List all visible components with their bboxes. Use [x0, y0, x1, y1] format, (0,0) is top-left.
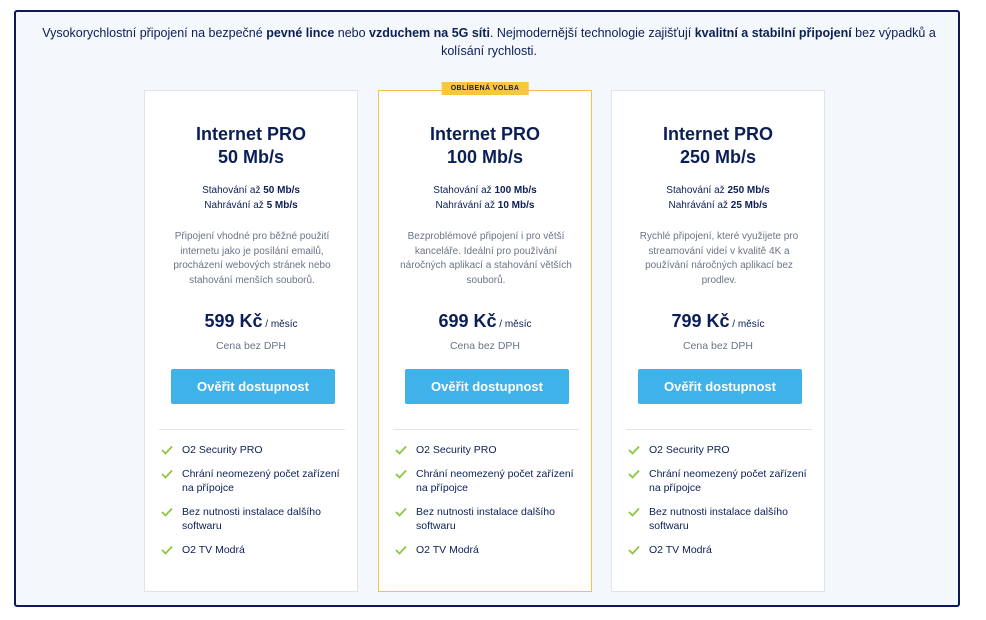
plan-title	[612, 123, 824, 169]
vat-note: Cena bez DPH	[215, 340, 287, 352]
feature-item: O2 TV Modrá	[628, 543, 814, 558]
feature-item: Chrání neomezený počet zařízení na přípojce	[161, 467, 347, 496]
price-period: / měsíc	[262, 319, 298, 330]
intro-part: . Nejmodernější technologie zajišťují	[489, 26, 695, 40]
plan-card-250	[611, 90, 825, 592]
plan-name: Internet PRO	[662, 124, 773, 144]
popular-badge: OBLÍBENÁ VOLBA	[442, 82, 529, 95]
download-speed: Stahování až 100 Mb/s	[433, 185, 537, 196]
divider	[159, 429, 345, 430]
check-icon	[628, 545, 640, 555]
feature-item: O2 TV Modrá	[395, 543, 581, 558]
feature-item: Bez nutnosti instalace dalšího softwaru	[628, 505, 814, 534]
check-icon	[161, 445, 173, 455]
plan-name: Internet PRO	[195, 124, 306, 144]
plan-speed: 50 Mb/s	[217, 147, 285, 167]
check-icon	[628, 445, 640, 455]
plan-price	[612, 311, 824, 332]
check-availability-button[interactable]: Ověřit dostupnost	[638, 369, 802, 404]
check-icon	[161, 507, 173, 517]
price-period: / měsíc	[729, 319, 765, 330]
check-icon	[395, 545, 407, 555]
plan-title	[379, 123, 591, 169]
plan-price	[145, 311, 357, 332]
upload-speed: Nahrávání až 10 Mb/s	[435, 200, 535, 211]
feature-item: O2 Security PRO	[628, 443, 814, 458]
feature-list	[395, 443, 581, 566]
upload-speed: Nahrávání až 5 Mb/s	[204, 200, 298, 211]
intro-part: nebo	[334, 26, 370, 40]
check-icon	[395, 507, 407, 517]
plan-card-50	[144, 90, 358, 592]
plan-name: Internet PRO	[429, 124, 540, 144]
feature-item: O2 Security PRO	[395, 443, 581, 458]
vat-note: Cena bez DPH	[682, 340, 754, 352]
plan-speeds	[379, 183, 591, 213]
plan-price	[379, 311, 591, 332]
plan-speed: 100 Mb/s	[446, 147, 524, 167]
plan-description: Připojení vhodné pro běžné použití internetu jako je posílání emailů, procházení webových stránek nebo stahování menších souborů.	[173, 231, 331, 286]
price-amount: 599 Kč	[204, 311, 263, 331]
check-icon	[628, 507, 640, 517]
price-amount: 699 Kč	[438, 311, 497, 331]
intro-bold-quality: kvalitní a stabilní připojení	[694, 26, 852, 40]
feature-item: Chrání neomezený počet zařízení na přípojce	[395, 467, 581, 496]
divider	[393, 429, 579, 430]
check-icon	[628, 469, 640, 479]
price-amount: 799 Kč	[671, 311, 730, 331]
intro-text	[36, 24, 942, 60]
download-speed: Stahování až 50 Mb/s	[202, 185, 300, 196]
divider	[626, 429, 812, 430]
feature-list	[161, 443, 347, 566]
intro-bold-fixed-line: pevné lince	[266, 26, 335, 40]
feature-item: Chrání neomezený počet zařízení na přípojce	[628, 467, 814, 496]
plan-description: Rychlé připojení, které využijete pro streamování videí v kvalitě 4K a používání náročných aplikací bez prodlev.	[639, 231, 799, 286]
plan-title	[145, 123, 357, 169]
check-icon	[161, 469, 173, 479]
check-availability-button[interactable]: Ověřit dostupnost	[171, 369, 335, 404]
vat-note: Cena bez DPH	[449, 340, 521, 352]
feature-item: Bez nutnosti instalace dalšího softwaru	[395, 505, 581, 534]
feature-item: O2 Security PRO	[161, 443, 347, 458]
pricing-section	[14, 10, 960, 607]
check-availability-button[interactable]: Ověřit dostupnost	[405, 369, 569, 404]
upload-speed: Nahrávání až 25 Mb/s	[668, 200, 768, 211]
feature-item: O2 TV Modrá	[161, 543, 347, 558]
intro-bold-5g: vzduchem na 5G síti	[369, 26, 490, 40]
price-period: / měsíc	[496, 319, 532, 330]
download-speed: Stahování až 250 Mb/s	[666, 185, 770, 196]
plan-description: Bezproblémové připojení i pro větší kanceláře. Ideální pro používání náročných aplikací a stahování větších souborů.	[400, 231, 572, 286]
check-icon	[161, 545, 173, 555]
plan-speeds	[612, 183, 824, 213]
plan-speed: 250 Mb/s	[679, 147, 757, 167]
check-icon	[395, 469, 407, 479]
intro-part: bez výpadků a kolísání rychlosti.	[441, 26, 936, 58]
plan-speeds	[145, 183, 357, 213]
check-icon	[395, 445, 407, 455]
feature-list	[628, 443, 814, 566]
plan-card-100	[378, 85, 592, 592]
intro-part: Vysokorychlostní připojení na bezpečné	[42, 26, 267, 40]
feature-item: Bez nutnosti instalace dalšího softwaru	[161, 505, 347, 534]
